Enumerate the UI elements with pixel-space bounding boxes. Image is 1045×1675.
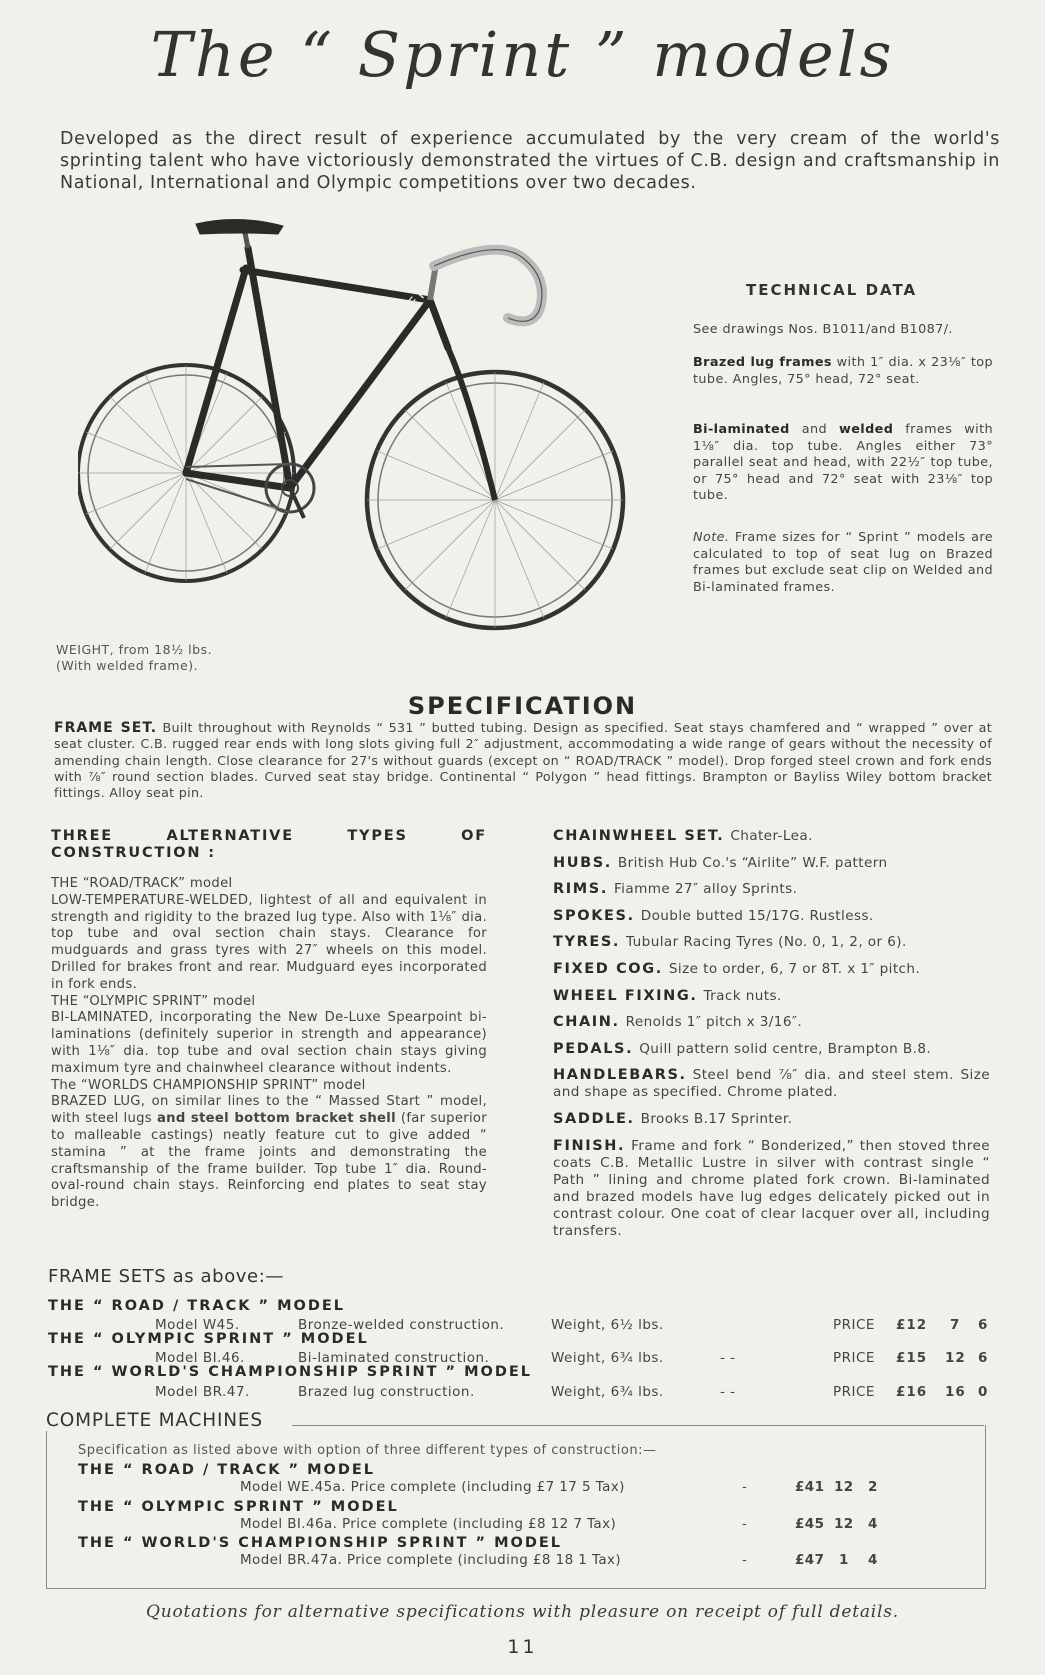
bicycle-illustration <box>78 218 678 668</box>
component-item: WHEEL FIXING. Track nuts. <box>553 987 782 1004</box>
component-item: CHAIN. Renolds 1″ pitch x 3/16″. <box>553 1014 803 1031</box>
worlds-title: The “WORLDS CHAMPIONSHIP SPRINT” model <box>51 1077 366 1093</box>
component-item: PEDALS. Quill pattern solid centre, Brampton B.8. <box>553 1040 932 1057</box>
construction-types <box>51 828 487 1212</box>
component-item: FINISH. Frame and fork “ Bonderized,” then stoved three coats C.B. Metallic Lustre in silver with contrast single “ Path ” lining and chrome plated fork crown. Bi-laminated and brazed models have lug edges delicately picked out in contrast colour. One coat of clear lacquer over all, including transfers. <box>553 1137 990 1239</box>
machine-title: THE “ WORLD'S CHAMPIONSHIP SPRINT ” MODEL <box>78 1535 563 1551</box>
olympic-title: THE “OLYMPIC SPRINT” model <box>51 993 256 1009</box>
page-number: 11 <box>507 1636 538 1658</box>
complete-machines-intro: Specification as listed above with option of three different types of construction:— <box>78 1443 657 1458</box>
component-item: FIXED COG. Size to order, 6, 7 or 8T. x 1″ pitch. <box>553 960 921 977</box>
road-track-text: LOW-TEMPERATURE-WELDED, lightest of all and equivalent in strength and rigidity to the brazed lug type. Also with 1⅛″ dia. top tube and oval section chain stays. Clearance for mudguards and grass tyres with 27″ wheels on this model. Drilled for brakes front and rear. Mudguard eyes incorporated in fork ends. <box>51 892 487 992</box>
frame-set-row: Model BR.47. Brazed lug construction. Weight, 6¾ lbs. - - PRICE £16 16 0 <box>155 1384 989 1400</box>
frame-set-row: Model BI.46. Bi-laminated construction. Weight, 6¾ lbs. - - PRICE £15 12 6 <box>155 1350 989 1366</box>
frame-decal: CLAUD BUTLER <box>328 282 434 403</box>
machine-row: Model BR.47a. Price complete (including £8 18 1 Tax) - £47 1 4 <box>240 1552 878 1568</box>
component-item: TYRES. Tubular Racing Tyres (No. 0, 1, 2, or 6). <box>553 934 907 951</box>
specification-heading: SPECIFICATION <box>407 692 638 720</box>
frame-sets-heading: FRAME SETS as above:— <box>48 1266 285 1287</box>
component-item: HUBS. British Hub Co.'s “Airlite” W.F. pattern <box>553 854 888 871</box>
weight-note: WEIGHT, from 18½ lbs. (With welded frame). <box>56 642 213 673</box>
machine-row: Model WE.45a. Price complete (including £7 17 5 Tax) - £41 12 2 <box>240 1479 878 1495</box>
construction-heading: THREE ALTERNATIVE TYPES OF CONSTRUCTION : <box>51 828 487 861</box>
component-item: SADDLE. Brooks B.17 Sprinter. <box>553 1110 793 1127</box>
components-list <box>553 828 990 1249</box>
road-track-title: THE “ROAD/TRACK” model <box>51 876 233 891</box>
frame-set-spec: FRAME SET. Built throughout with Reynolds “ 531 ” butted tubing. Design as specified. Seat stays chamfered and “ wrapped ” over at seat cluster. C.B. rugged rear ends with long slots giving full 2″ adjustment, accommodating a wide range of gears without the necessity of amending chain length. Close clearance for 27's without guards (except on “ ROAD/TRACK ” model). Drop forged steel crown and fork ends with ⅞″ round section blades. Curved seat stay bridge. Continental “ Polygon ” head fittings. Brampton or Bayliss Wiley bottom bracket fittings. Alloy seat pin. <box>54 720 992 801</box>
machine-title: THE “ OLYMPIC SPRINT ” MODEL <box>78 1499 399 1515</box>
frame-set-title: THE “ ROAD / TRACK ” MODEL <box>48 1298 346 1314</box>
quotation-note: Quotations for alternative specifications with pleasure on receipt of full details. <box>146 1602 899 1622</box>
technical-note: Note. Frame sizes for “ Sprint ” models are calculated to top of seat lug on Brazed frames but exclude seat clip on Welded and Bi-laminated frames. <box>693 530 994 595</box>
technical-drawings: See drawings Nos. B1011/and B1087/. <box>693 322 953 337</box>
technical-brazed: Brazed lug frames with 1″ dia. x 23⅛″ top tube. Angles, 75° head, 72° seat. <box>693 355 993 387</box>
olympic-text: BI-LAMINATED, incorporating the New De-Luxe Spearpoint bi-laminations (definitely superior in strength and appearance) with 1⅛″ dia. top tube and oval section chain stays giving maximum tyre and chainwheel clearance without indents. <box>51 1010 487 1076</box>
intro-paragraph: Developed as the direct result of experience accumulated by the very cream of the world's sprinting talent who have victoriously demonstrated the virtues of C.B. design and craftsmanship in National, International and Olympic competitions over two decades. <box>60 129 1000 193</box>
component-item: HANDLEBARS. Steel bend ⅞″ dia. and steel stem. Size and shape as specified. Chrome plated. <box>553 1067 990 1101</box>
technical-bilaminated: Bi-laminated and welded frames with 1⅛″ dia. top tube. Angles either 73° parallel seat and head, with 22½″ top tube, or 75° head and 72° seat with 23⅛″ top tube. <box>693 422 994 503</box>
machine-title: THE “ ROAD / TRACK ” MODEL <box>78 1462 376 1478</box>
technical-data-heading: TECHNICAL DATA <box>746 281 918 299</box>
component-item: CHAINWHEEL SET. Chater-Lea. <box>553 828 813 844</box>
page-title: The “ Sprint ” models <box>150 18 895 91</box>
component-item: RIMS. Fiamme 27″ alloy Sprints. <box>553 881 798 898</box>
machine-row: Model BI.46a. Price complete (including £8 12 7 Tax) - £45 12 4 <box>240 1516 878 1532</box>
frame-set-title: THE “ WORLD'S CHAMPIONSHIP SPRINT ” MODEL <box>48 1364 533 1380</box>
worlds-text: BRAZED LUG, on similar lines to the “ Massed Start ” model, with steel lugs and steel bottom bracket shell (far superior to malleable castings) neatly feature cut to give added “ stamina ” at the frame joints and demonstrating the craftsmanship of the frame builder. Top tube 1″ dia. Round-oval-round chain stays. Reinforcing end plates to seat stay bridge. <box>51 1094 488 1211</box>
frame-set-row: Model W45. Bronze-welded construction. Weight, 6½ lbs. PRICE £12 7 6 <box>155 1317 989 1333</box>
component-item: SPOKES. Double butted 15/17G. Rustless. <box>553 907 874 924</box>
complete-machines-heading: COMPLETE MACHINES <box>46 1410 267 1431</box>
frame-set-title: THE “ OLYMPIC SPRINT ” MODEL <box>48 1331 369 1347</box>
